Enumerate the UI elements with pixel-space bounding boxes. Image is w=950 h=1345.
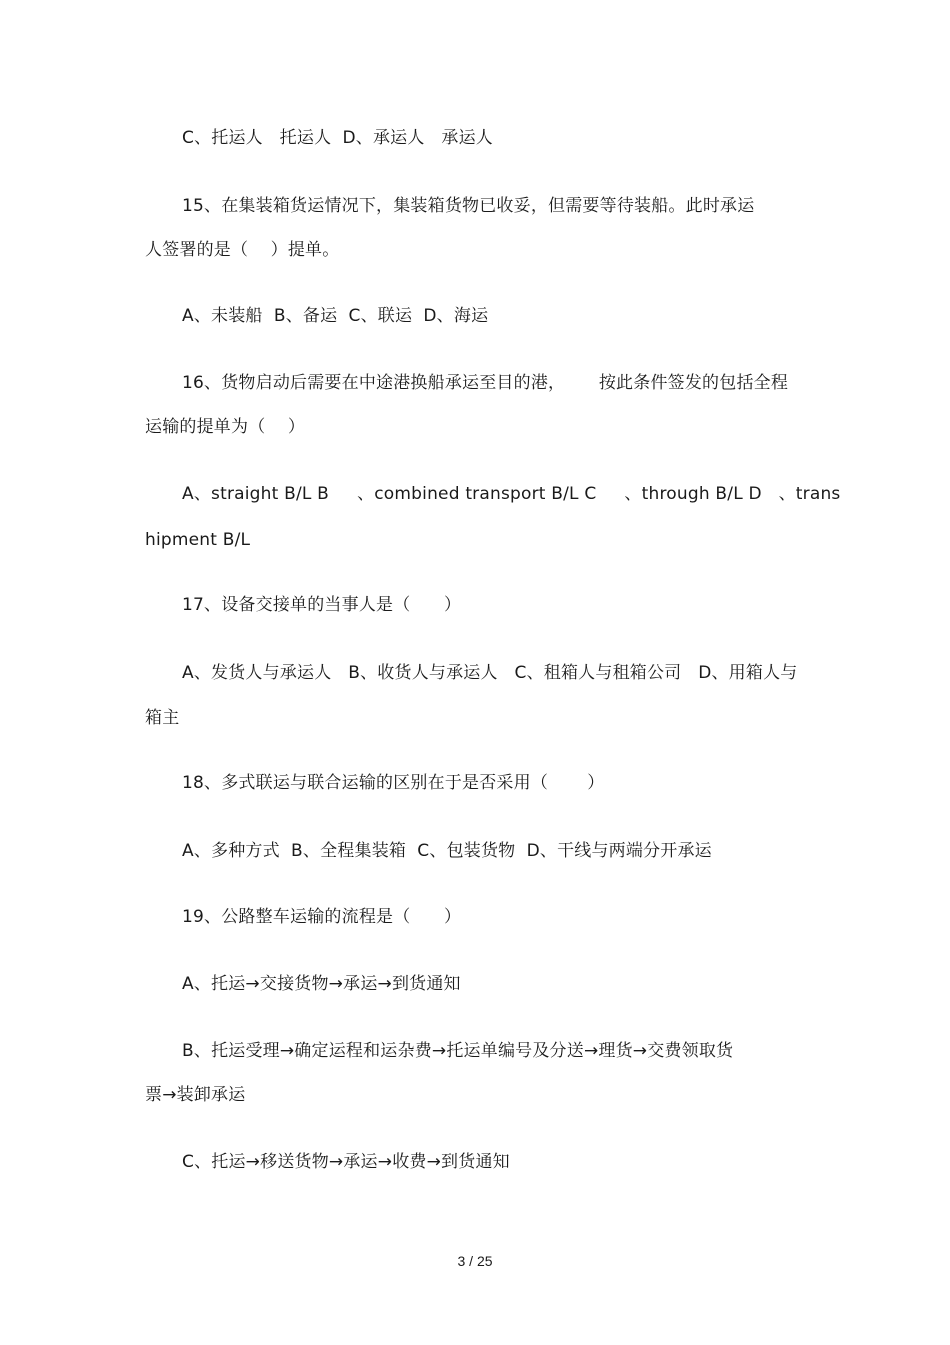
option-line-q14-cd: C、托运人 托运人 D、承运人 承运人 bbox=[182, 128, 493, 148]
question-15-line-2: 人签署的是（ ）提单。 bbox=[145, 240, 340, 260]
page-number: 3 / 25 bbox=[457, 1253, 493, 1269]
question-16-line-2: 运输的提单为（ ） bbox=[145, 417, 306, 437]
question-17-options-line-1: A、发货人与承运人 B、收货人与承运人 C、租箱人与租箱公司 D、用箱人与 bbox=[182, 663, 798, 683]
question-15-line-1: 15、在集装箱货运情况下，集装箱货物已收妥，但需要等待装船。此时承运 bbox=[182, 196, 755, 216]
question-17-options-line-2: 箱主 bbox=[145, 708, 180, 728]
question-16-options-line-1: A、straight B/L B 、combined transport B/L C 、through B/L D 、trans bbox=[182, 484, 841, 504]
question-19: 19、公路整车运输的流程是（ ） bbox=[182, 907, 462, 927]
question-18: 18、多式联运与联合运输的区别在于是否采用（ ） bbox=[182, 773, 605, 793]
question-15-options: A、未装船 B、备运 C、联运 D、海运 bbox=[182, 306, 489, 326]
question-19-option-c: C、托运→移送货物→承运→收费→到货通知 bbox=[182, 1152, 510, 1172]
question-16-options-line-2: hipment B/L bbox=[145, 530, 251, 550]
question-18-options: A、多种方式 B、全程集装箱 C、包装货物 D、干线与两端分开承运 bbox=[182, 841, 712, 861]
question-19-option-b-line-2: 票→装卸承运 bbox=[145, 1085, 246, 1105]
question-16-line-1: 16、货物启动后需要在中途港换船承运至目的港， 按此条件签发的包括全程 bbox=[182, 373, 789, 393]
question-19-option-a: A、托运→交接货物→承运→到货通知 bbox=[182, 974, 461, 994]
question-17: 17、设备交接单的当事人是（ ） bbox=[182, 595, 462, 615]
question-19-option-b-line-1: B、托运受理→确定运程和运杂费→托运单编号及分送→理货→交费领取货 bbox=[182, 1041, 734, 1061]
